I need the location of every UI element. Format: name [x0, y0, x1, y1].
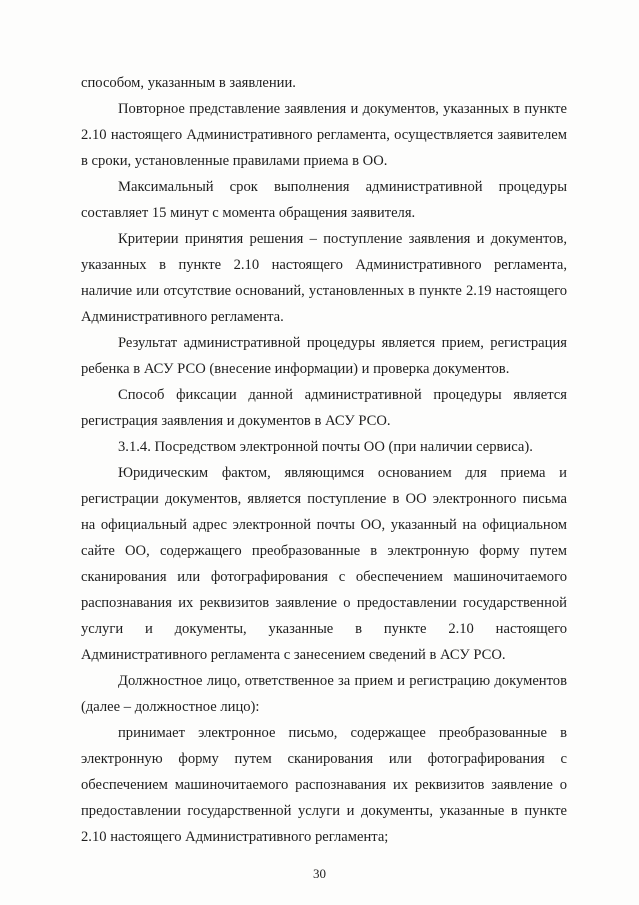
paragraph-decision-criteria: Критерии принятия решения – поступление заявления и документов, указанных в пункте 2.10 настоящего Административного регламента, наличие или отсутствие оснований, установленных в пункте 2.19 настоящего Административного регламента.: [81, 231, 567, 325]
page-number: 30: [313, 866, 326, 881]
paragraph-repeat-submission: Повторное представление заявления и документов, указанных в пункте 2.10 настоящего Административного регламента, осуществляется заявителем в сроки, установленные правилами приема в ОО.: [81, 101, 567, 169]
section-heading-3-1-4: 3.1.4. Посредством электронной почты ОО (при наличии сервиса).: [118, 439, 533, 455]
paragraph-max-duration: Максимальный срок выполнения административной процедуры составляет 15 минут с момента обращения заявителя.: [81, 179, 567, 221]
paragraph-fixation-method: Способ фиксации данной административной процедуры является регистрация заявления и документов в АСУ РСО.: [81, 387, 567, 429]
paragraph-continuation: способом, указанным в заявлении.: [81, 75, 296, 91]
paragraph-procedure-result: Результат административной процедуры является прием, регистрация ребенка в АСУ РСО (внесение информации) и проверка документов.: [81, 335, 567, 377]
paragraph-responsible-official: Должностное лицо, ответственное за прием и регистрацию документов (далее – должностное лицо):: [81, 673, 567, 715]
document-body: [81, 70, 567, 850]
paragraph-legal-fact: Юридическим фактом, являющимся основанием для приема и регистрации документов, является поступление в ОО электронного письма на официальный адрес электронной почты ОО, указанный на официальном сайте ОО, содержащего преобразованные в электронную форму путем сканирования или фотографирования с обеспечением машиночитаемого распознавания их реквизитов заявление о предоставлении государственной услуги и документы, указанные в пункте 2.10 настоящего Административного регламента с занесением сведений в АСУ РСО.: [81, 465, 567, 663]
paragraph-accepts-email: принимает электронное письмо, содержащее преобразованные в электронную форму путем сканирования или фотографирования с обеспечением машиночитаемого распознавания их реквизитов заявление о предоставлении государственной услуги и документы, указанные в пункте 2.10 настоящего Административного регламента;: [81, 725, 567, 845]
